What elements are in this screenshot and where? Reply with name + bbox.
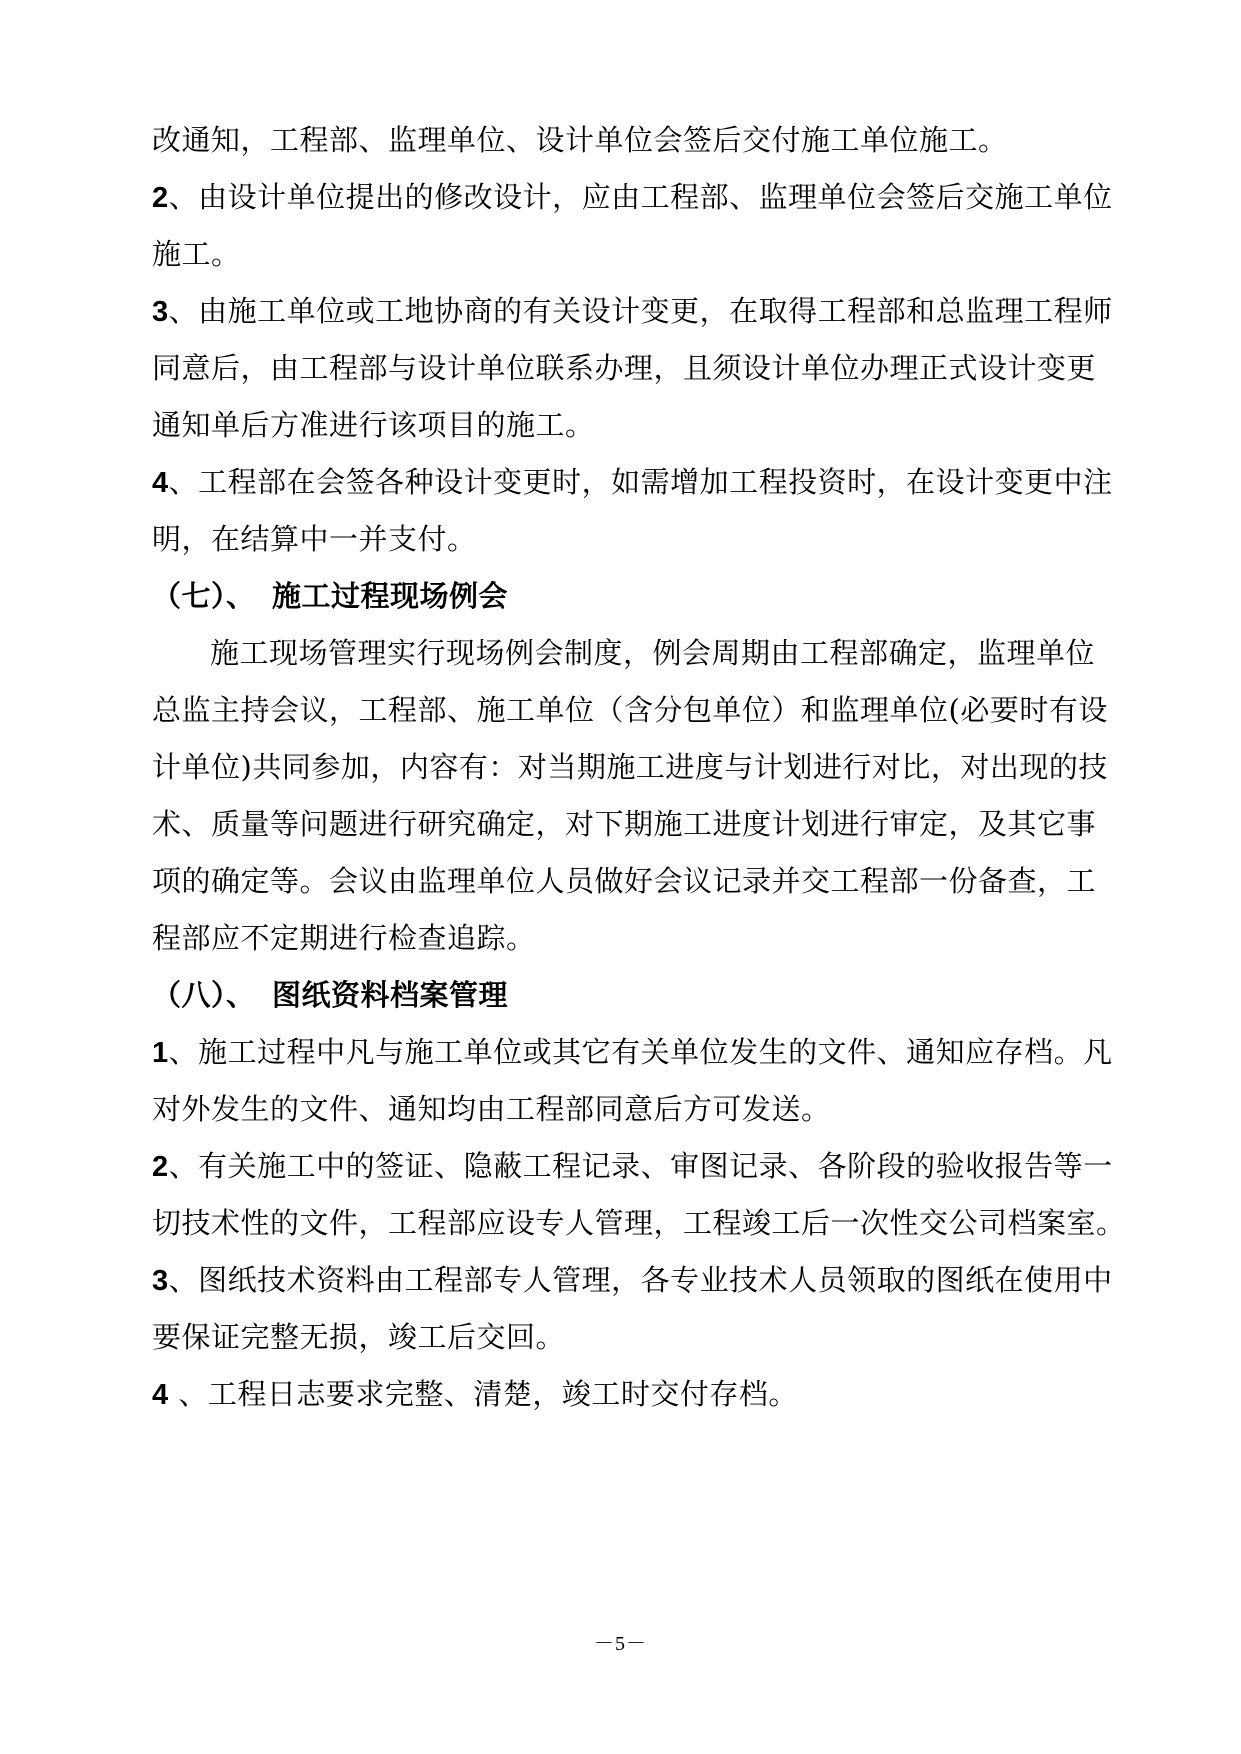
- list-number: 2: [152, 1151, 169, 1183]
- list-item-1-line-2: 对外发生的文件、通知均由工程部同意后方可发送。: [152, 1092, 831, 1126]
- paragraph-line: 项的确定等。会议由监理单位人员做好会议记录并交工程部一份备查，工: [152, 864, 1097, 898]
- paragraph-line: 改通知，工程部、监理单位、设计单位会签后交付施工单位施工。: [152, 123, 1008, 157]
- paragraph-line: 术、质量等问题进行研究确定，对下期施工进度计划进行审定，及其它事: [152, 807, 1097, 841]
- list-item-2-line-2: 切技术性的文件，工程部应设专人管理，工程竣工后一次性交公司档案室。: [152, 1206, 1126, 1240]
- list-number: 4: [152, 1379, 169, 1411]
- list-item-3-line-3: 通知单后方准进行该项目的施工。: [152, 408, 595, 442]
- section-title: 图纸资料档案管理: [272, 978, 509, 1012]
- section-title: 施工过程现场例会: [272, 579, 509, 613]
- section-heading-7: [152, 568, 1094, 625]
- list-item-1-line-1: 1、施工过程中凡与施工单位或其它有关单位发生的文件、通知应存档。凡: [152, 1035, 1113, 1069]
- paragraph-line: 施工现场管理实行现场例会制度，例会周期由工程部确定，监理单位: [210, 636, 1096, 670]
- section-number: （七）、: [152, 579, 256, 613]
- section-heading-8: [152, 967, 1094, 1024]
- list-item-3-line-2: 要保证完整无损，竣工后交回。: [152, 1320, 566, 1354]
- list-number: 4: [152, 467, 169, 499]
- list-item-3-line-1: 3、由施工单位或工地协商的有关设计变更，在取得工程部和总监理工程师: [152, 294, 1113, 328]
- paragraph-line: 程部应不定期进行检查追踪。: [152, 921, 536, 955]
- list-item-3-line-1: 3、图纸技术资料由工程部专人管理，各专业技术人员领取的图纸在使用中: [152, 1263, 1113, 1297]
- list-number: 3: [152, 1265, 169, 1297]
- document-body: [152, 112, 1126, 1423]
- list-item-2-line-1: 2、有关施工中的签证、隐蔽工程记录、审图记录、各阶段的验收报告等一: [152, 1149, 1113, 1183]
- list-item-3-line-2: 同意后，由工程部与设计单位联系办理，且须设计单位办理正式设计变更: [152, 351, 1097, 385]
- list-item-4-line-1: 4 、工程日志要求完整、清楚，竣工时交付存档。: [152, 1377, 798, 1411]
- list-item-4-line-1: 4、工程部在会签各种设计变更时，如需增加工程投资时，在设计变更中注: [152, 465, 1113, 499]
- paragraph-line: 总监主持会议，工程部、施工单位（含分包单位）和监理单位(必要时有设: [152, 693, 1108, 727]
- list-item-2-line-1: 2、由设计单位提出的修改设计，应由工程部、监理单位会签后交施工单位: [152, 180, 1113, 214]
- page-number: －5－: [594, 1633, 647, 1655]
- section-number: （八）、: [152, 978, 256, 1012]
- list-number: 3: [152, 296, 169, 328]
- paragraph-line: 计单位)共同参加，内容有：对当期施工进度与计划进行对比，对出现的技: [152, 750, 1108, 784]
- list-item-4-line-2: 明，在结算中一并支付。: [152, 522, 477, 556]
- list-number: 2: [152, 182, 169, 214]
- list-number: 1: [152, 1037, 169, 1069]
- list-item-2-line-2: 施工。: [152, 237, 241, 271]
